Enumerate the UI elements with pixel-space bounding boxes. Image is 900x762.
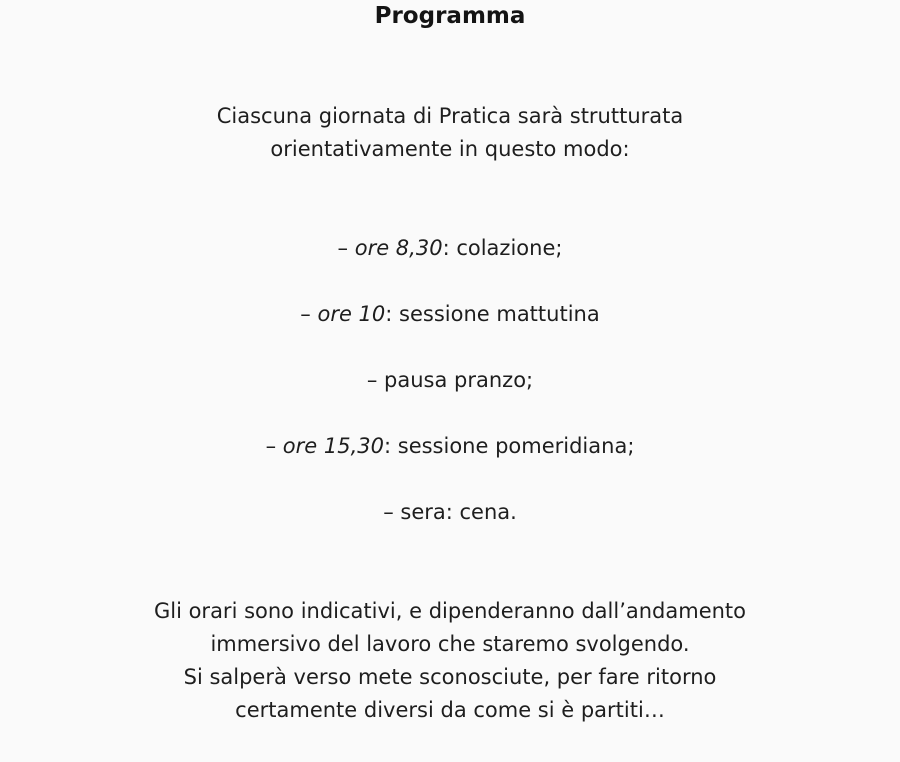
schedule-text: sera: cena. [400,500,517,524]
schedule-time: ore 15,30 [282,434,384,458]
schedule-item [0,232,900,265]
schedule-time: ore 10 [317,302,386,326]
schedule-text: : sessione mattutina [385,302,600,326]
schedule-item [0,364,900,397]
schedule-item [0,298,900,331]
schedule-dash: – [337,236,355,260]
schedule-dash: – [383,500,401,524]
daily-schedule [0,232,900,562]
notes-line: Gli orari sono indicativi, e dipenderanno dall’andamento [153,599,747,623]
schedule-dash: – [265,434,283,458]
schedule-time: ore 8,30 [354,236,443,260]
schedule-dash: – [300,302,318,326]
notes-line: immersivo del lavoro che staremo svolgendo. [210,632,690,656]
notes-line: certamente diversi da come si è partiti… [235,698,665,722]
notes-paragraph [0,595,900,727]
schedule-item [0,430,900,463]
page-title: Programma [374,3,526,29]
intro-line: orientativamente in questo modo: [270,137,630,161]
schedule-dash: – [366,368,385,392]
schedule-text: : sessione pomeridiana; [384,434,635,458]
notes-line: Si salperà verso mete sconosciute, per fare ritorno [183,665,717,689]
schedule-item [0,496,900,529]
intro-paragraph [0,100,900,166]
schedule-text: pausa pranzo; [384,368,534,392]
intro-line: Ciascuna giornata di Pratica sarà strutturata [216,104,684,128]
schedule-text: : colazione; [442,236,563,260]
